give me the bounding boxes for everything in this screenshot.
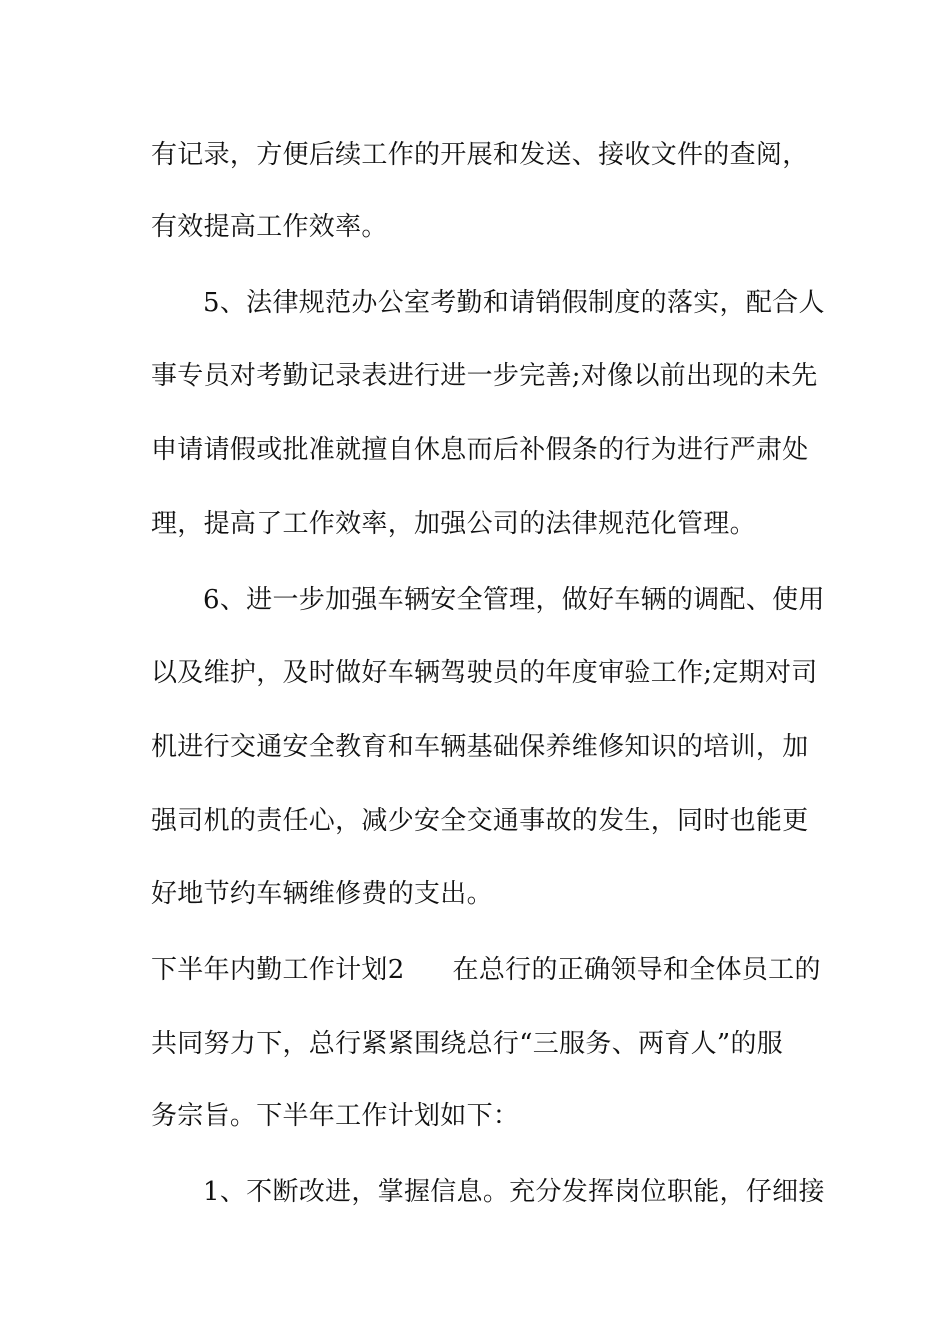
body-text-line: 有效提高工作效率。 — [151, 212, 388, 242]
body-text-line: 好地节约车辆维修费的支出。 — [151, 879, 493, 909]
plan-item-1-first-line: 1、不断改进，掌握信息。充分发挥岗位职能，仔细接 — [203, 1177, 825, 1207]
body-text-line: 事专员对考勤记录表进行进一步完善;对像以前出现的未先 — [151, 361, 818, 391]
body-text-line: 申请请假或批准就擅自休息而后补假条的行为进行严肃处 — [151, 435, 809, 465]
paragraph-6-first-line: 6、进一步加强车辆安全管理，做好车辆的调配、使用 — [203, 585, 825, 615]
section-heading: 下半年内勤工作计划2 — [151, 955, 405, 985]
body-text-line: 共同努力下，总行紧紧围绕总行“三服务、两育人”的服 — [151, 1029, 784, 1059]
body-text-line: 有记录，方便后续工作的开展和发送、接收文件的查阅， — [151, 140, 809, 170]
body-text-line: 务宗旨。下半年工作计划如下： — [151, 1101, 520, 1131]
paragraph-5-first-line: 5、法律规范办公室考勤和请销假制度的落实，配合人 — [203, 288, 825, 318]
body-text-line: 机进行交通安全教育和车辆基础保养维修知识的培训，加 — [151, 732, 809, 762]
section-heading-line — [151, 950, 821, 990]
section-intro-text: 在总行的正确领导和全体员工的 — [452, 955, 821, 985]
body-text-line: 理，提高了工作效率，加强公司的法律规范化管理。 — [151, 509, 756, 539]
body-text-line: 强司机的责任心，减少安全交通事故的发生，同时也能更 — [151, 806, 809, 836]
body-text-line: 以及维护，及时做好车辆驾驶员的年度审验工作;定期对司 — [151, 658, 818, 688]
